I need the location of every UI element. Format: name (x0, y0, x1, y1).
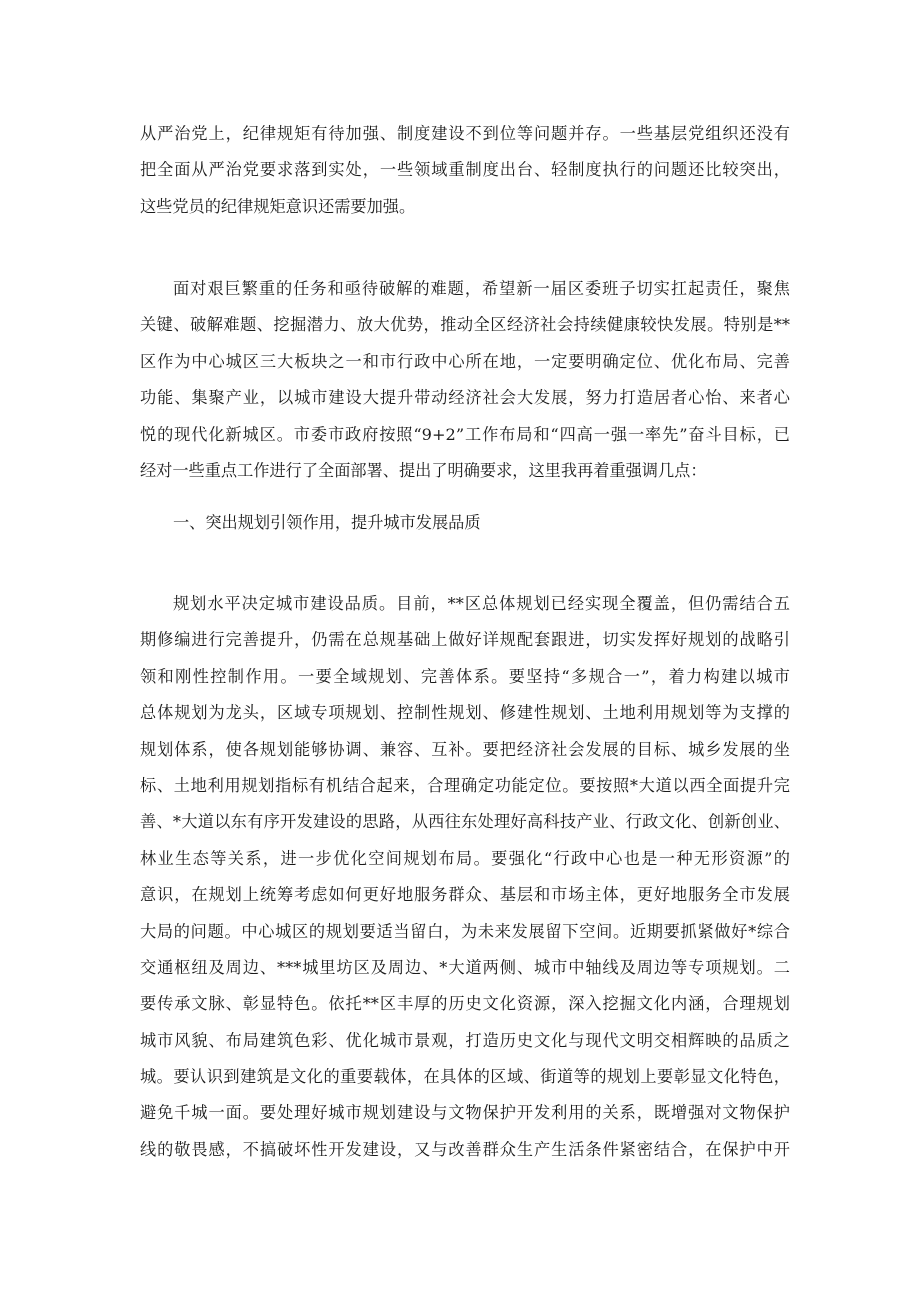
text-line: 要传承文脉、彰显特色。依托**区丰厚的历史文化资源，深入挖掘文化内涵，合理规划 (140, 994, 790, 1014)
text-line: 规划水平决定城市建设品质。目前，**区总体规划已经实现全覆盖，但仍需结合五 (173, 594, 790, 613)
text-line: 把全面从严治党要求落到实处，一些领域重制度出台、轻制度执行的问题还比较突出， (140, 160, 790, 180)
text-line: 城市风貌、布局建筑色彩、优化城市景观，打造历史文化与现代文明交相辉映的品质之 (140, 1030, 790, 1050)
text-line: 面对艰巨繁重的任务和亟待破解的难题，希望新一届区委班子切实扛起责任，聚焦 (173, 279, 790, 298)
text-line: 期修编进行完善提升，仍需在总规基础上做好详规配套跟进，切实发挥好规划的战略引 (140, 630, 790, 650)
paragraph-2 (140, 271, 790, 489)
text-line: 交通枢纽及周边、***城里坊区及周边、*大道两侧、城市中轴线及周边等专项规划。二 (140, 957, 790, 977)
text-line: 避免千城一面。要处理好城市规划建设与文物保护开发利用的关系，既增强对文物保护 (140, 1103, 790, 1123)
text-line: 林业生态等关系，进一步优化空间规划布局。要强化“行政中心也是一种无形资源”的 (140, 848, 790, 868)
paragraph-1 (140, 116, 790, 225)
text-line: 功能、集聚产业，以城市建设大提升带动经济社会大发展，努力打造居者心怡、来者心 (140, 388, 790, 408)
text-line: 规划体系，使各规划能够协调、兼容、互补。要把经济社会发展的目标、城乡发展的坐 (140, 739, 790, 759)
text-line: 从严治党上，纪律规矩有待加强、制度建设不到位等问题并存。一些基层党组织还没有 (140, 124, 790, 143)
section-heading (140, 505, 790, 541)
text-line: 城。要认识到建筑是文化的重要载体，在具体的区域、街道等的规划上要彰显文化特色， (140, 1067, 790, 1087)
text-line: 这些党员的纪律规矩意识还需要加强。 (140, 196, 416, 216)
text-line: 区作为中心城区三大板块之一和市行政中心所在地，一定要明确定位、优化布局、完善 (140, 351, 790, 371)
text-line: 总体规划为龙头，区域专项规划、控制性规划、修建性规划、土地利用规划等为支撑的 (140, 703, 790, 723)
text-line: 经对一些重点工作进行了全面部署、提出了明确要求，这里我再着重强调几点： (140, 460, 707, 480)
heading-text: 一、突出规划引领作用，提升城市发展品质 (173, 513, 481, 532)
text-line: 悦的现代化新城区。市委市政府按照“9+2”工作布局和“四高一强一率先”奋斗目标，已 (140, 424, 790, 444)
paragraph-3 (140, 586, 790, 1168)
text-line: 大局的问题。中心城区的规划要适当留白，为未来发展留下空间。近期要抓紧做好*综合 (140, 921, 790, 941)
text-line: 线的敬畏感，不搞破坏性开发建设，又与改善群众生产生活条件紧密结合，在保护中开 (140, 1139, 790, 1159)
text-line: 善、*大道以东有序开发建设的思路，从西往东处理好高科技产业、行政文化、创新创业、 (140, 812, 790, 832)
text-line: 意识，在规划上统筹考虑如何更好地服务群众、基层和市场主体，更好地服务全市发展 (140, 885, 790, 905)
text-line: 标、土地利用规划指标有机结合起来，合理确定功能定位。要按照*大道以西全面提升完 (140, 775, 790, 795)
text-line: 领和刚性控制作用。一要全域规划、完善体系。要坚持“多规合一”，着力构建以城市 (140, 666, 790, 686)
text-line: 关键、破解难题、挖掘潜力、放大优势，推动全区经济社会持续健康较快发展。特别是** (140, 315, 790, 335)
